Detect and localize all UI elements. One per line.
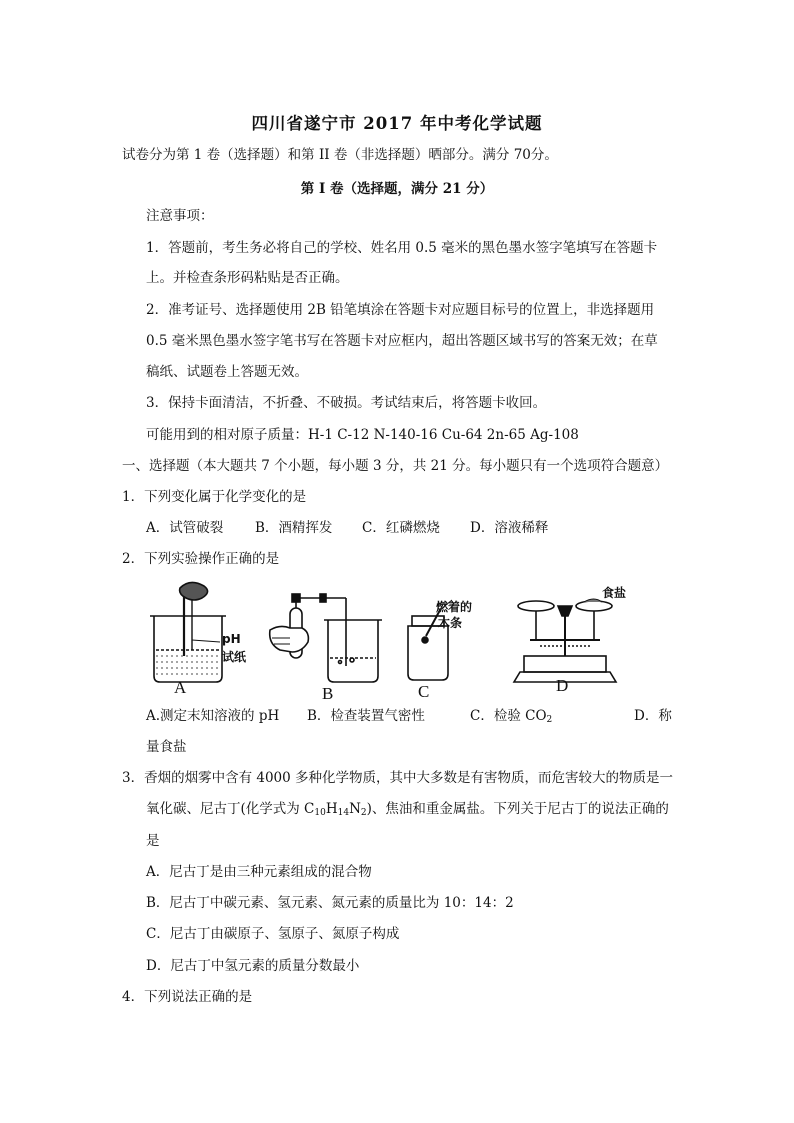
q2-figure-svg	[140, 580, 680, 700]
q3-formula-h: H	[325, 801, 338, 817]
q2-option-c	[470, 707, 552, 725]
q1-option-b: B．酒精挥发	[255, 520, 333, 536]
q3-formula-sub-h: 14	[337, 808, 350, 818]
burning-stick-label-line-1: 燃着的	[436, 600, 473, 614]
note-3: 3．保持卡面清洁，不折叠、不破损。考试结束后，将答题卡收回。	[146, 395, 547, 411]
q3-stem-line-3: 是	[146, 833, 160, 849]
page-title: 四川省遂宁市 2017 年中考化学试题	[251, 114, 543, 133]
section-title: 第 I 卷（选择题，满分 21 分）	[300, 181, 494, 197]
ph-paper-label-line-1: pH	[222, 632, 241, 646]
note-2-line-1: 2．准考证号、选择题使用 2B 铅笔填涂在答题卡对应题目标号的位置上，非选择题用	[146, 302, 655, 318]
q3-option-a: A．尼古丁是由三种元素组成的混合物	[146, 864, 372, 880]
q3-line-2-suffix: )、焦油和重金属盐。下列关于尼古丁的说法正确的	[366, 801, 669, 817]
q4-stem: 4．下列说法正确的是	[122, 989, 253, 1005]
q3-line-2-prefix: 氧化碳、尼古丁(化学式为 C	[146, 801, 315, 817]
notes-heading: 注意事项：	[146, 208, 214, 224]
note-2-line-3: 稿纸、试题卷上答题无效。	[146, 364, 308, 380]
q1-option-c: C．红磷燃烧	[362, 520, 440, 536]
q2-option-d-line-2: 量食盐	[146, 739, 187, 755]
q3-formula-sub-c: 10	[314, 808, 326, 818]
q3-option-d: D．尼古丁中氢元素的质量分数最小	[146, 958, 360, 974]
ph-paper-label-line-2: 试纸	[222, 650, 247, 664]
q2-option-d-line-1: D．称	[634, 708, 672, 724]
q2-figure	[140, 580, 680, 703]
part-1-heading: 一、选择题（本大题共 7 个小题，每小题 3 分，共 21 分。每小题只有一个选项符合题意）	[122, 458, 669, 474]
q3-formula-sub-n: 2	[360, 808, 367, 818]
atomic-masses: 可能用到的相对原子质量：H-1 C-12 N-140-16 Cu-64 2n-65 Ag-108	[146, 427, 579, 443]
q3-stem-line-2	[146, 800, 669, 818]
salt-label: 食盐	[602, 586, 627, 600]
figure-label-a: A	[174, 678, 187, 697]
q2-option-c-subscript: 2	[546, 715, 553, 725]
intro-text: 试卷分为第 1 卷（选择题）和第 II 卷（非选择题）晒部分。满分 70分。	[122, 147, 558, 163]
q3-stem-line-1: 3．香烟的烟雾中含有 4000 多种化学物质，其中大多数是有害物质，而危害较大的物质是一	[122, 770, 674, 786]
figure-label-c: C	[418, 682, 430, 701]
figure-label-b: B	[322, 684, 334, 703]
note-2-line-2: 0.5 毫米黑色墨水签字笔书写在答题卡对应框内，超出答题区域书写的答案无效；在草	[146, 333, 658, 349]
q2-option-a: A.测定末知溶液的 pH	[146, 708, 280, 724]
q3-formula-n: N	[349, 801, 361, 817]
burning-stick-label-line-2: 木条	[438, 616, 463, 630]
note-1-line-1: 1．答题前，考生务必将自己的学校、姓名用 0.5 毫米的黑色墨水签字笔填写在答题卡	[146, 240, 658, 256]
q1-option-d: D．溶液稀释	[470, 520, 549, 536]
q1-stem: 1．下列变化属于化学变化的是	[122, 489, 307, 505]
note-1-line-2: 上。并检查条形码粘贴是否正确。	[146, 270, 349, 286]
q2-option-b: B．检查装置气密性	[307, 708, 425, 724]
q3-option-c: C．尼古丁由碳原子、氢原子、氮原子构成	[146, 926, 400, 942]
q2-option-c-text: C．检验 CO	[470, 708, 547, 724]
q3-option-b: B．尼古丁中碳元素、氢元素、氮元素的质量比为 10：14：2	[146, 895, 514, 911]
q2-stem: 2．下列实验操作正确的是	[122, 551, 280, 567]
q1-option-a: A．试管破裂	[146, 520, 224, 536]
figure-label-d: D	[556, 676, 569, 695]
